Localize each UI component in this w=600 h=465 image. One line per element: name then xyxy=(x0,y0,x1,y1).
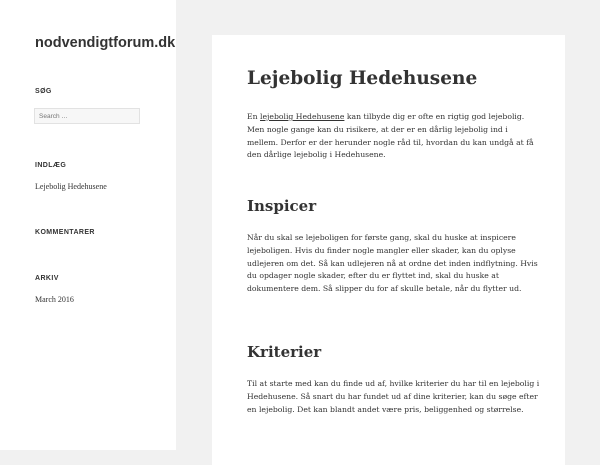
post-card xyxy=(212,35,565,465)
posts-widget-heading: INDLÆG xyxy=(35,162,67,169)
intro-paragraph xyxy=(247,111,540,162)
archive-widget-heading: ARKIV xyxy=(35,275,59,282)
intro-text-before: En xyxy=(247,112,261,121)
search-field[interactable] xyxy=(34,108,140,124)
section-paragraph-inspicer: Når du skal se lejeboligen for første gang, skal du huske at inspicere lejeboligen. Hvis du finder nogle mangler eller skader, kan du oplyse udlejeren om det. Så kan udlejeren nå at ordne det inden indflytning. Hvis du opdager nogle skader, efter du er flyttet ind, skal du huske at dokumentere dem. Så slipper du for af skulle betale, når du flytter ud. xyxy=(247,233,538,294)
intro-text-after: kan tilbyde dig er ofte en rigtig god lejebolig. Men nogle gange kan du risikere, at der er en dårlig lejebolig ind i mellem. Derfor er der herunder nogle råd til, hvordan du kan undgå at få den dårlige lejebolig i Hedehusene. xyxy=(247,112,534,160)
search-input[interactable] xyxy=(39,109,135,123)
sidebar xyxy=(0,0,176,450)
sidebar-post-link[interactable]: Lejebolig Hedehusene xyxy=(35,182,107,191)
archive-month-link[interactable]: March 2016 xyxy=(35,295,74,304)
intro-link[interactable]: lejebolig Hedehusene xyxy=(260,112,345,121)
post-title: Lejebolig Hedehusene xyxy=(247,68,478,89)
section-heading-kriterier: Kriterier xyxy=(247,343,322,361)
comments-widget-heading: KOMMENTARER xyxy=(35,229,95,236)
search-widget-heading: SØG xyxy=(35,88,52,95)
section-paragraph-kriterier: Til at starte med kan du finde ud af, hvilke kriterier du har til en lejebolig i Hedehusene. Så snart du har fundet ud af dine kriterier, kan du søge efter en lejebolig. Det kan blandt andet være pris, beliggenhed og størrelse. xyxy=(247,379,540,414)
section-heading-inspicer: Inspicer xyxy=(247,197,317,215)
site-title-link[interactable]: nodvendigtforum.dk xyxy=(35,35,176,51)
